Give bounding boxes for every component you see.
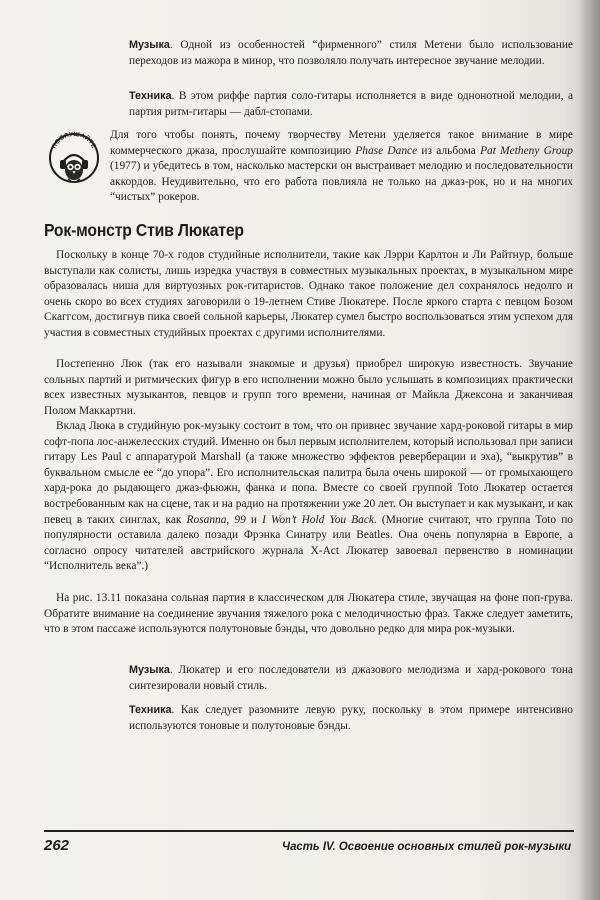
p3-and: и <box>245 513 263 526</box>
music-label: Музыка <box>129 39 170 51</box>
body-paragraph-2: Постепенно Люк (так его называли знакомые и друзья) приобрел широкую известность. Звучание сольных партий и ритмических фигур в его исполнении можно было услышать в композициях практически всех известных музыкантов, певцов и групп того времени, начиная от Майкла Джексона и заканчивая Полом Маккартни. <box>44 358 573 417</box>
owl-headphones-icon <box>46 126 102 188</box>
page-number: 262 <box>44 837 70 854</box>
listen-icon-label: ПОСЛУШАЙТЕ <box>50 130 98 150</box>
technique-note-bottom <box>129 703 573 734</box>
body-paragraph-1: Поскольку в конце 70-х годов студийные исполнители, такие как Лэрри Карлтон и Ли Райтнур, больше выступали как солисты, лишь изредка участвуя в совместных музыкальных проектах, в музыкальном мире образовалась ниша для виртуозных рок-гитаристов. Однако такое положение дел сохранялось недолго и очень скоро во всех студиях заговорили о 19-летнем Стиве Люкатере. После яркого старта с певцом Бозом Скаггсом, достигнув пика своей сольной карьеры, Люкатер сумел быстро воспользоваться этим успехом для участия в совместных студийных проектах с другими исполнителями. <box>44 249 573 339</box>
music-note-top <box>129 38 573 69</box>
music-label-bottom: Музыка <box>129 664 170 676</box>
body-paragraph-3 <box>44 419 573 575</box>
technique-text-bottom: . Как следует разомните левую руку, поскольку в этом примере интенсивно используются тоновые и полутоновые бэнды. <box>129 704 573 732</box>
technique-note-top <box>129 89 573 120</box>
book-spine-shadow <box>578 0 600 900</box>
technique-text: . В этом риффе партия соло-гитары исполняется в виде однонотной мелодии, а партия ритм-гитары — дабл-стопами. <box>129 90 573 118</box>
body-paragraph-4: На рис. 13.11 показана сольная партия в классическом для Люкатера стиле, звучащая на фоне поп-грува. Обратите внимание на соединение звучания тяжелого рока с мелодичностью фраз. Также следует заметить, что в этом пассаже используются полутоновые бэнды, что довольно редко для мира рок-музыки. <box>44 592 573 636</box>
p3-text-1: Вклад Люка в студийную рок-музыку состоит в том, что он привнес звучание хард-роковой гитары в мир софт-попа лос-анжелесских студий. Именно он был первым исполнителем, который использовал при записи гитару Les Paul с аппаратурой Marshall (а также множество эффектов реверберации и эха), “выкрутив” в буквальном смысле ее “до упора”. Его исполнительская палитра была очень широкой — от громыхающего хард-рока до рыдающего джаз-фьюжн, фанка и попа. Вместе со своей группой Toto Люкатер остается востребованным как на сцене, так и на радио на протяжении уже 20 лет. Он выступает и как музыкант, и как певец в таких синглах, как <box>44 420 573 526</box>
music-text-bottom: . Люкатер и его последователи из джазового мелодизма и хард-рокового тона синтезировали новый стиль. <box>129 664 573 692</box>
album-title: Pat Metheny Group <box>480 144 573 157</box>
composition-title: Phase Dance <box>355 144 418 157</box>
technique-label: Техника <box>129 90 172 102</box>
listen-text-2: из альбома <box>417 144 481 157</box>
listen-paragraph <box>110 128 573 206</box>
song-99: 99 <box>234 513 246 526</box>
technique-label-bottom: Техника <box>129 704 172 716</box>
listen-text-3: (1977) и убедитесь в том, насколько мастерски он выстраивает мелодию и последовательности аккордов. Неудивительно, что его работа повлияла не только на джаз-рок, но и на многих “чистых” рокеров. <box>110 160 573 204</box>
p3-comma: , <box>226 513 235 526</box>
listen-text-1: Для того чтобы понять, почему творчеству Метени уделяется такое внимание в мире коммерческого джаза, прослушайте композицию <box>110 129 573 157</box>
section-title: Рок-монстр Стив Люкатер <box>44 220 244 240</box>
running-footer-title: Часть IV. Освоение основных стилей рок-музыки <box>282 839 572 853</box>
song-rosanna: Rosanna <box>186 513 227 526</box>
music-text: . Одной из особенностей “фирменного” стиля Метени было использование переходов из мажора в минор, что позволяло получать интересное звучание мелодии. <box>129 39 573 67</box>
music-note-bottom <box>129 663 573 694</box>
footer-rule <box>44 830 574 832</box>
listen-icon <box>46 126 102 188</box>
song-i-wont-hold-you-back: I Won’t Hold You Back <box>262 513 374 526</box>
p3-text-2: . (Многие считают, что группа Toto по популярности оставила далеко позади Фрэнка Синатру или Beatles. Она очень популярна в Европе, а согласно опросу читателей австрийского журнала X-Act Люкатер завоевал первенство в номинации “Исполнитель века”.) <box>44 513 574 573</box>
